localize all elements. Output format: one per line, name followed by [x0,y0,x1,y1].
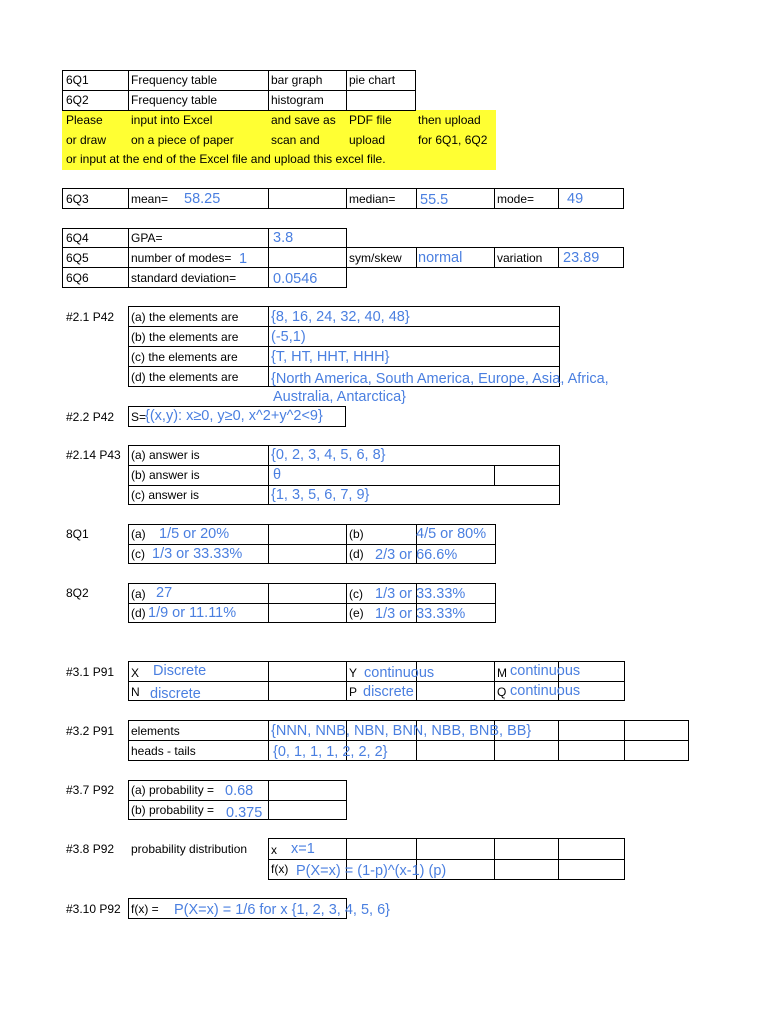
answer-3-1-m[interactable]: continuous [510,663,581,679]
answer-8q2-c[interactable]: 1/3 or 33.33% [375,586,466,602]
answer-3-1-q[interactable]: continuous [510,683,581,699]
answer-3-1-n[interactable]: discrete [150,686,201,702]
answer-2-1-a[interactable]: {8, 16, 24, 32, 40, 48} [271,309,410,325]
row-id: 6Q1 [66,73,89,87]
answer-2-1-b[interactable]: (-5,1) [271,329,306,345]
problem-id: #3.2 P91 [66,724,115,738]
row-id: 6Q3 [66,192,89,206]
note-text: input into Excel [131,113,213,127]
answer-3-2-elements[interactable]: {NNN, NNB, NBN, BNN, NBB, BNB, BB} [271,723,532,739]
cell-label: sym/skew [349,251,402,265]
note-text: Please [66,113,103,127]
cell-label: (d) [131,606,146,620]
cell-label: S= [131,410,147,424]
problem-id: #2.1 P42 [66,310,115,324]
row-id: 6Q6 [66,271,89,285]
answer-mean[interactable]: 58.25 [184,191,221,207]
problem-id: 8Q1 [66,527,89,541]
note-text: for 6Q1, 6Q2 [418,133,488,147]
cell-label: (c) [131,547,145,561]
cell-label: (a) answer is [131,448,200,462]
cell-label: (d) the elements are [131,370,239,384]
answer-modes[interactable]: 1 [239,251,248,267]
answer-2-1-d-line2[interactable]: Australia, Antarctica} [273,389,406,405]
answer-median[interactable]: 55.5 [420,192,449,208]
note-text: then upload [418,113,481,127]
answer-3-1-p[interactable]: discrete [363,684,414,700]
cell-label: (a) the elements are [131,310,239,324]
row-id: 6Q2 [66,93,89,107]
cell-text: pie chart [349,73,396,87]
cell-label: (d) [349,547,364,561]
problem-id: 8Q2 [66,586,89,600]
cell-label: f(x) [271,862,289,876]
cell-label: Q [497,685,507,699]
cell-label: elements [131,724,180,738]
table-6q4 [62,228,347,248]
answer-2-2[interactable]: {(x,y): x≥0, y≥0, x^2+y^2<9} [145,408,323,424]
answer-2-1-c[interactable]: {T, HT, HHT, HHH} [271,349,390,365]
answer-8q1-d[interactable]: 2/3 or 66.6% [375,547,458,563]
answer-3-2-heads-tails[interactable]: {0, 1, 1, 1, 2, 2, 2} [273,744,388,760]
answer-3-8-fx[interactable]: P(X=x) = (1-p)^(x-1) (p) [296,863,447,879]
answer-3-7-b[interactable]: 0.375 [226,805,263,821]
answer-sd[interactable]: 0.0546 [273,271,318,287]
cell-label: (b) probability = [131,803,215,817]
cell-text: Frequency table [131,93,218,107]
cell-label: GPA= [131,231,163,245]
answer-mode[interactable]: 49 [567,191,584,207]
answer-8q2-d[interactable]: 1/9 or 11.11% [148,605,237,621]
answer-2-14-c[interactable]: {1, 3, 5, 6, 7, 9} [271,487,370,503]
cell-label: P [349,685,358,699]
problem-id: #3.10 P92 [66,902,121,916]
answer-8q1-a[interactable]: 1/5 or 20% [159,526,230,542]
cell-label: M [497,666,507,680]
row-id: 6Q4 [66,231,89,245]
note-text: on a piece of paper [131,133,234,147]
cell-label: X [131,666,140,680]
cell-label: mode= [497,192,535,206]
note-text: scan and [271,133,320,147]
cell-text: Frequency table [131,73,218,87]
answer-sym[interactable]: normal [418,250,463,266]
problem-id: #3.8 P92 [66,842,115,856]
cell-text: histogram [271,93,324,107]
cell-label: median= [349,192,396,206]
problem-id: #2.2 P42 [66,410,115,424]
cell-label: (e) [349,606,364,620]
answer-8q2-a[interactable]: 27 [156,585,173,601]
answer-8q1-c[interactable]: 1/3 or 33.33% [152,546,243,562]
problem-id: #3.7 P92 [66,783,115,797]
cell-label: mean= [131,192,169,206]
cell-label: (c) answer is [131,488,200,502]
note-text: or input at the end of the Excel file and upload this excel file. [66,152,386,166]
cell-label: (a) [131,587,146,601]
cell-label: x [271,843,277,857]
cell-label: (a) [131,527,146,541]
answer-variation[interactable]: 23.89 [563,250,600,266]
cell-label: probability distribution [131,842,248,856]
answer-gpa[interactable]: 3.8 [273,230,294,246]
answer-2-1-d-line1[interactable]: {North America, South America, Europe, Asia, Africa, [271,371,609,387]
note-text: or draw [66,133,107,147]
cell-label: N [131,685,140,699]
cell-label: (a) probability = [131,783,215,797]
cell-label: Y [349,666,358,680]
note-text: PDF file [349,113,392,127]
note-text: and save as [271,113,336,127]
cell-label: standard deviation= [131,271,237,285]
answer-2-14-a[interactable]: {0, 2, 3, 4, 5, 6, 8} [271,447,386,463]
cell-label: (b) answer is [131,468,200,482]
problem-id: #2.14 P43 [66,448,121,462]
answer-3-1-y[interactable]: continuous [364,665,435,681]
problem-id: #3.1 P91 [66,665,115,679]
answer-2-14-b[interactable]: θ [273,467,282,483]
row-id: 6Q5 [66,251,89,265]
cell-label: (c) the elements are [131,350,238,364]
cell-label: (c) [349,587,363,601]
cell-label: variation [497,251,543,265]
note-text: upload [349,133,386,147]
answer-8q2-e[interactable]: 1/3 or 33.33% [375,606,466,622]
cell-label: heads - tails [131,744,196,758]
answer-3-7-a[interactable]: 0.68 [225,783,254,799]
answer-3-1-x[interactable]: Discrete [153,663,207,679]
cell-text: bar graph [271,73,323,87]
cell-label: f(x) = [131,902,159,916]
answer-8q1-b[interactable]: 4/5 or 80% [416,526,487,542]
answer-3-8-x[interactable]: x=1 [291,841,315,857]
cell-label: (b) [349,527,364,541]
answer-3-10[interactable]: P(X=x) = 1/6 for x {1, 2, 3, 4, 5, 6} [174,902,391,918]
cell-label: (b) the elements are [131,330,239,344]
cell-label: number of modes= [131,251,232,265]
